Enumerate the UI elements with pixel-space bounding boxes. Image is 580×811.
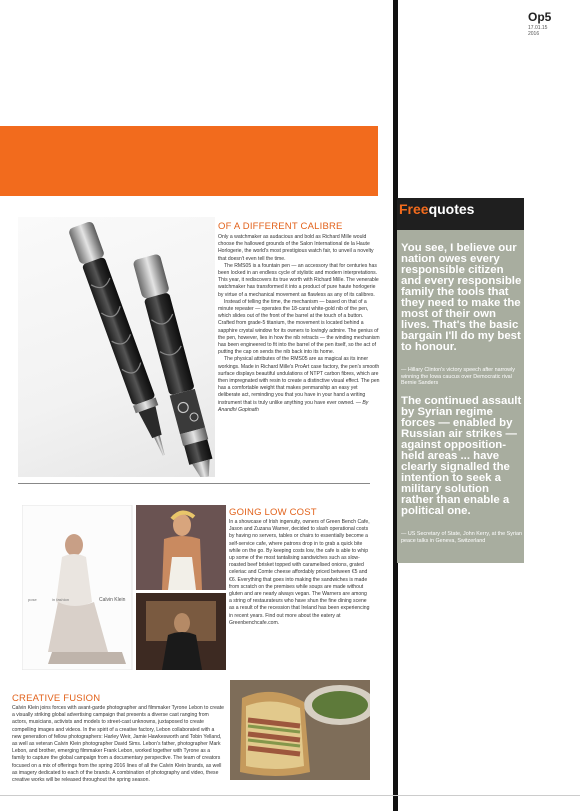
campaign-caption-left: pose <box>28 597 37 602</box>
campaign-collage <box>22 505 226 670</box>
calvin-klein-campaign-image <box>22 505 226 670</box>
pen-article-paragraph: Only a watchmaker as audacious and bold as Richard Mille would choose the hallowed grounds of the Salon International de la Haute Horlogerie, the world's most prestigious watch fair, to unveil a novelty that doesn't even tell the time. <box>218 234 374 262</box>
quote-kerry: The continued assault by Syrian regime forces — enabled by Russian air strikes — against opposition-held areas ... have clearly signalled the intention to seek a military solution rather than enable a political one. <box>401 395 522 517</box>
food-article-body: In a showcase of Irish ingenuity, owners of Green Bench Cafe, Jason and Zuzana Warner, decided to slash operational costs by having no servers, tables or chairs to essentially become a self-service cafe, where patrons drop in to grab a quick bite while on the go. By keeping costs low, the cafe is able to whip up some of the most tantalising sandwiches such as slow-roasted beef brisket topped with caramelised onions, grated celeriac and Comte cheese affordably priced between €5 and €6. Everything that goes into making the sandwiches is made from scratch on the premises while soups are made without gluten and are nearly always vegan. The Warners are among a string of restaurateurs who have shun the fine dining scene as a result of the recession that Ireland has been experiencing in recent years. Find out more about the eatery at Greenbenchcafe.com. <box>229 519 370 626</box>
section-divider <box>18 483 370 484</box>
sandwich-image <box>230 680 370 780</box>
pen-article-byline: By Anandhi Gopinath <box>218 399 369 413</box>
pen-article-heading: OF A DIFFERENT CALIBRE <box>218 221 343 232</box>
quote-clinton-attribution: — Hillary Clinton's victory speech after narrowly winning the Iowa caucus over Democratic rival Bernie Sanders <box>401 367 515 387</box>
campaign-brand-mark: Calvin Klein <box>99 597 126 603</box>
fountain-pen-image <box>18 217 215 477</box>
pen-article-paragraph: The RMS05 is a fountain pen — an accessory that for centuries has been locked in an endless cycle of stylistic and modern interpretations. This year, it rediscovers its true worth with Richard Mille. The venerable watchmaker has transformed it into a product of pure haute horlogerie by virtue of a mechanical movement as flawless as any of its calibres. <box>218 262 379 298</box>
orange-banner <box>0 126 378 196</box>
ck-article-body: Calvin Klein joins forces with avant-garde photographer and filmmaker Tyrone Lebon to create a visually striking global advertising campaign that presents a diverse cast ranging from actors, musicians, activists and models to street-cast unknowns, juxtaposed to create compelling images and videos. In the spirit of a creative factory, Lebon collaborated with a new generation of fellow photographers: Harley Weir, Jamie Hawkesworth and Tobin Yelland, as well as veteran Calvin Klein photographer David Sims. Lebon's father, photographer Mark Lebon, and brother, emerging filmmaker Frank Lebon, worked together with Tyrone as a family to capture the global campaign from a documentary perspective. The team of creators focused on a mix of offerings from the spring 2016 lines of all the Calvin Klein brands, as well as imagery dedicated to each of the brands. A combination of photography and video, these creative works will be released throughout the spring season. <box>12 705 224 784</box>
free-quotes-title: Freequotes <box>399 201 475 217</box>
pen-article-paragraph: Instead of telling the time, the mechanism — based on that of a minute repeater — operates the 18-carat white-gold nib of the pen, which slides out of the front of the barrel at the touch of a button. Crafted from grade-5 titanium, the movement is located behind a sapphire crystal window for its owners to lovingly admire. The genius of the pen, however, lies in how the nib retracts — the winding mechanism has been engineered to fit into the barrel of the pen itself, so the act of putting the cap on sends the nib back into its home. <box>218 298 380 356</box>
quote-clinton: You see, I believe our nation owes every responsible citizen and every responsible family the tools that they need to make the most of their own lives. That's the basic bargain I'll do my best to honour. <box>401 242 522 353</box>
food-article-heading: GOING LOW COST <box>229 507 317 518</box>
quote-kerry-attribution: — US Secretary of State, John Kerry, at the Syrian peace talks in Geneva, Switzerland <box>401 531 522 544</box>
sandwich-illustration <box>230 680 370 780</box>
page-bottom-rule <box>0 795 580 796</box>
issue-date: 17.01.15 2016 <box>528 25 548 37</box>
pen-illustration <box>18 217 215 477</box>
pen-article-body <box>218 234 380 414</box>
campaign-caption-mid: in fashion <box>52 597 70 602</box>
ck-article-heading: CREATIVE FUSION <box>12 693 101 704</box>
pen-article-paragraph: The physical attributes of the RMS05 are as magical as its inner workings. Made in Richard Mille's ProArt case factory, the pen's smooth surface displays beautiful undulations of NTPT carbon fibres, which are then impregnated with resin to create a distinctive visual effect. The pen has a comfortable weight that makes penmanship an easy yet deliberate act, reminding you that you have in your hand a writing instrument that is truly unlike anything you have ever owned. — By Anandhi Gopinath <box>218 356 380 413</box>
section-title: Op5 <box>528 10 552 24</box>
